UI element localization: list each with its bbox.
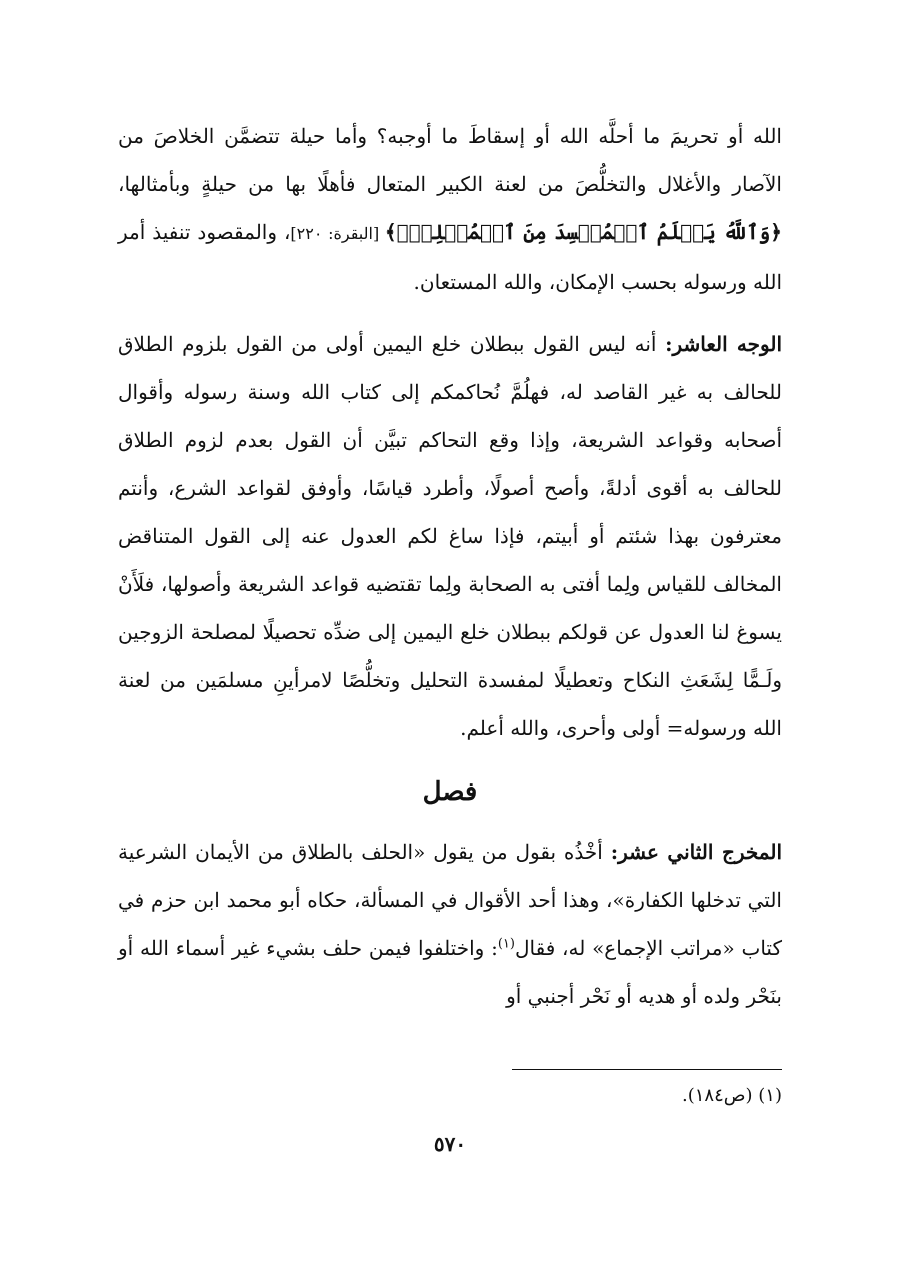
paragraph-2-heading: الوجه العاشر: <box>665 332 782 356</box>
paragraph-3 <box>118 828 782 1020</box>
paragraph-3-text-start: أخْذُه بقول من يقول «الحلف بالطلاق من الأيمان الشرعية التي تدخلها الكفارة»، وهذا أحد الأقوال في المسألة، حكاه أبو محمد ابن حزم في كتاب «مراتب الإجماع» له، فقال <box>118 840 782 960</box>
paragraph-3-heading: المخرج الثاني عشر: <box>610 840 783 864</box>
verse-reference: [البقرة: ٢٢٠] <box>290 224 385 243</box>
footnote-divider <box>512 1069 782 1070</box>
page-number: ٥٧٠ <box>433 1132 467 1156</box>
page-body <box>118 112 782 1020</box>
paragraph-3-text-end: : واختلفوا فيمن حلف بشيء غير أسماء الله أو بنَحْر ولده أو هديه أو نَحْر أجنبي أو <box>118 936 782 1008</box>
footnote: (١) (ص١٨٤). <box>682 1085 782 1106</box>
paragraph-2 <box>118 320 782 752</box>
quran-verse: ﴿وَٱللَّهُ يَعۡلَمُ ٱلۡمُفۡسِدَ مِنَ ٱلۡمُصۡلِحِۚ﴾ <box>384 220 782 244</box>
paragraph-1 <box>118 112 782 306</box>
paragraph-1-text-end: ، والمقصود تنفيذ أمر الله ورسوله بحسب الإمكان، والله المستعان. <box>118 220 782 294</box>
footnote-marker: (١) <box>497 936 515 952</box>
section-title: فصل <box>422 777 478 807</box>
paragraph-1-text-start: الله أو تحريمَ ما أحلَّه الله أو إسقاطَ ما أوجبه؟ وأما حيلة تتضمَّن الخلاصَ من الآصار والأغلال والتخلُّصَ من لعنة الكبير المتعال فأهلًا بها من حيلةٍ وبأمثالها، <box>118 124 782 196</box>
paragraph-2-text: أنه ليس القول ببطلان خلع اليمين أولى من القول بلزوم الطلاق للحالف به غير القاصد له، فهلُمَّ نُحاكمكم إلى كتاب الله وسنة رسوله وأقوال أصحابه وقواعد الشريعة، وإذا وقع التحاكم تبيَّن أن القول بعدم لزوم الطلاق للحالف به أقوى أدلةً، وأصح أصولًا، وأطرد قياسًا، وأوفق لقواعد الشرع، وأنتم معترفون بهذا شئتم أو أبيتم، فإذا ساغ لكم العدول عنه إلى القول المتناقض المخالف للقياس ولِما أفتى به الصحابة ولِما تقتضيه قواعد الشريعة وأصولها، فلَأَنْ يسوغ لنا العدول عن قولكم ببطلان خلع اليمين إلى ضدِّه تحصيلًا لمصلحة الزوجين ولَـمًّا لِشَعَثِ النكاح وتعطيلًا لمفسدة التحليل وتخلُّصًا لامرأينِ مسلمَين من لعنة الله ورسوله= أولى وأحرى، والله أعلم. <box>118 332 782 740</box>
